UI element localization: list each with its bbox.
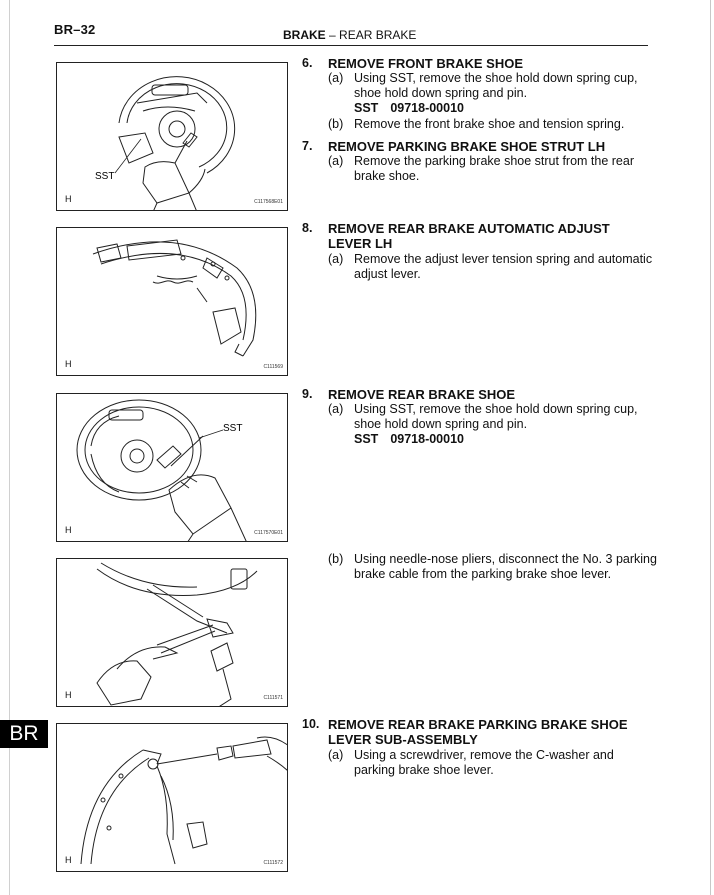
step-6-sub-a — [328, 71, 658, 116]
section-tab-br: BR — [0, 720, 48, 748]
figure-lever-drawing — [57, 724, 288, 872]
sst-spec — [354, 101, 658, 116]
sst-spec — [354, 432, 658, 447]
figure-marker: H — [65, 855, 72, 865]
figure-id: C117568E01 — [254, 199, 283, 205]
figure-adjust-lever-drawing — [57, 228, 288, 376]
step-8-heading — [302, 221, 632, 251]
figure-marker: H — [65, 359, 72, 369]
figure-parking-cable — [56, 558, 288, 707]
figure-rear-shoe-drawing — [57, 394, 288, 542]
figure-id: C111569 — [263, 364, 283, 370]
figure-front-shoe-removal — [56, 62, 288, 211]
step-10-heading — [302, 717, 652, 747]
sst-code: 09718-00010 — [390, 432, 464, 446]
sub-label: (a) — [328, 154, 344, 168]
step-9-sub-a — [328, 402, 658, 447]
step-title: REMOVE FRONT BRAKE SHOE — [328, 56, 524, 71]
step-9-sub-b — [328, 552, 658, 582]
sub-text: Using SST, remove the shoe hold down spring cup, shoe hold down spring and pin. — [354, 402, 638, 431]
figure-marker: H — [65, 194, 72, 204]
figure-id: C111572 — [263, 860, 283, 866]
page-right-border — [710, 0, 711, 895]
step-6-sub-b — [328, 117, 658, 132]
step-title: REMOVE PARKING BRAKE SHOE STRUT LH — [328, 139, 606, 154]
figure-callout-sst: SST — [95, 171, 115, 182]
figure-id: C111571 — [263, 695, 283, 701]
figure-marker: H — [65, 690, 72, 700]
step-9-heading — [302, 387, 652, 402]
step-title: REMOVE REAR BRAKE PARKING BRAKE SHOE LEVER SUB-ASSEMBLY — [328, 717, 628, 747]
sub-text: Remove the adjust lever tension spring and automatic adjust lever. — [354, 252, 653, 281]
sst-code: 09718-00010 — [390, 101, 464, 115]
step-number: 7. — [302, 139, 313, 153]
figure-callout-sst: SST — [223, 423, 243, 434]
step-6-heading — [302, 56, 652, 71]
step-number: 9. — [302, 387, 313, 401]
sub-label: (a) — [328, 748, 344, 762]
header-subsection: REAR BRAKE — [339, 28, 417, 42]
sub-text: Remove the front brake shoe and tension spring. — [354, 117, 625, 131]
figure-lever-sub-assembly — [56, 723, 288, 872]
header-separator: – — [329, 28, 336, 42]
figure-id: C117570E01 — [254, 530, 283, 536]
step-7-heading — [302, 139, 652, 154]
sub-text: Using a screwdriver, remove the C-washer and parking brake shoe lever. — [354, 748, 614, 777]
page-left-border — [9, 0, 10, 895]
header-title — [283, 28, 416, 42]
sub-label: (a) — [328, 71, 344, 85]
step-8-sub-a — [328, 252, 658, 282]
page-number: BR–32 — [54, 22, 96, 37]
figure-front-shoe-drawing — [57, 63, 288, 211]
step-number: 10. — [302, 717, 320, 731]
step-number: 8. — [302, 221, 313, 235]
sst-label: SST — [354, 101, 379, 115]
step-10-sub-a — [328, 748, 658, 778]
step-number: 6. — [302, 56, 313, 70]
step-title: REMOVE REAR BRAKE SHOE — [328, 387, 516, 402]
sub-text: Using needle-nose pliers, disconnect the No. 3 parking brake cable from the parking brake shoe lever. — [354, 552, 657, 581]
sub-text: Remove the parking brake shoe strut from the rear brake shoe. — [354, 154, 634, 183]
figure-marker: H — [65, 525, 72, 535]
sub-label: (a) — [328, 252, 344, 266]
figure-parking-cable-drawing — [57, 559, 288, 707]
sst-label: SST — [354, 432, 379, 446]
header-rule — [54, 45, 648, 46]
figure-rear-shoe-removal — [56, 393, 288, 542]
step-title: REMOVE REAR BRAKE AUTOMATIC ADJUST LEVER LH — [328, 221, 610, 251]
sub-label: (a) — [328, 402, 344, 416]
sub-label: (b) — [328, 117, 344, 131]
header-section: BRAKE — [283, 28, 326, 42]
figure-adjust-lever — [56, 227, 288, 376]
sub-text: Using SST, remove the shoe hold down spring cup, shoe hold down spring and pin. — [354, 71, 638, 100]
step-7-sub-a — [328, 154, 658, 184]
sub-label: (b) — [328, 552, 344, 566]
